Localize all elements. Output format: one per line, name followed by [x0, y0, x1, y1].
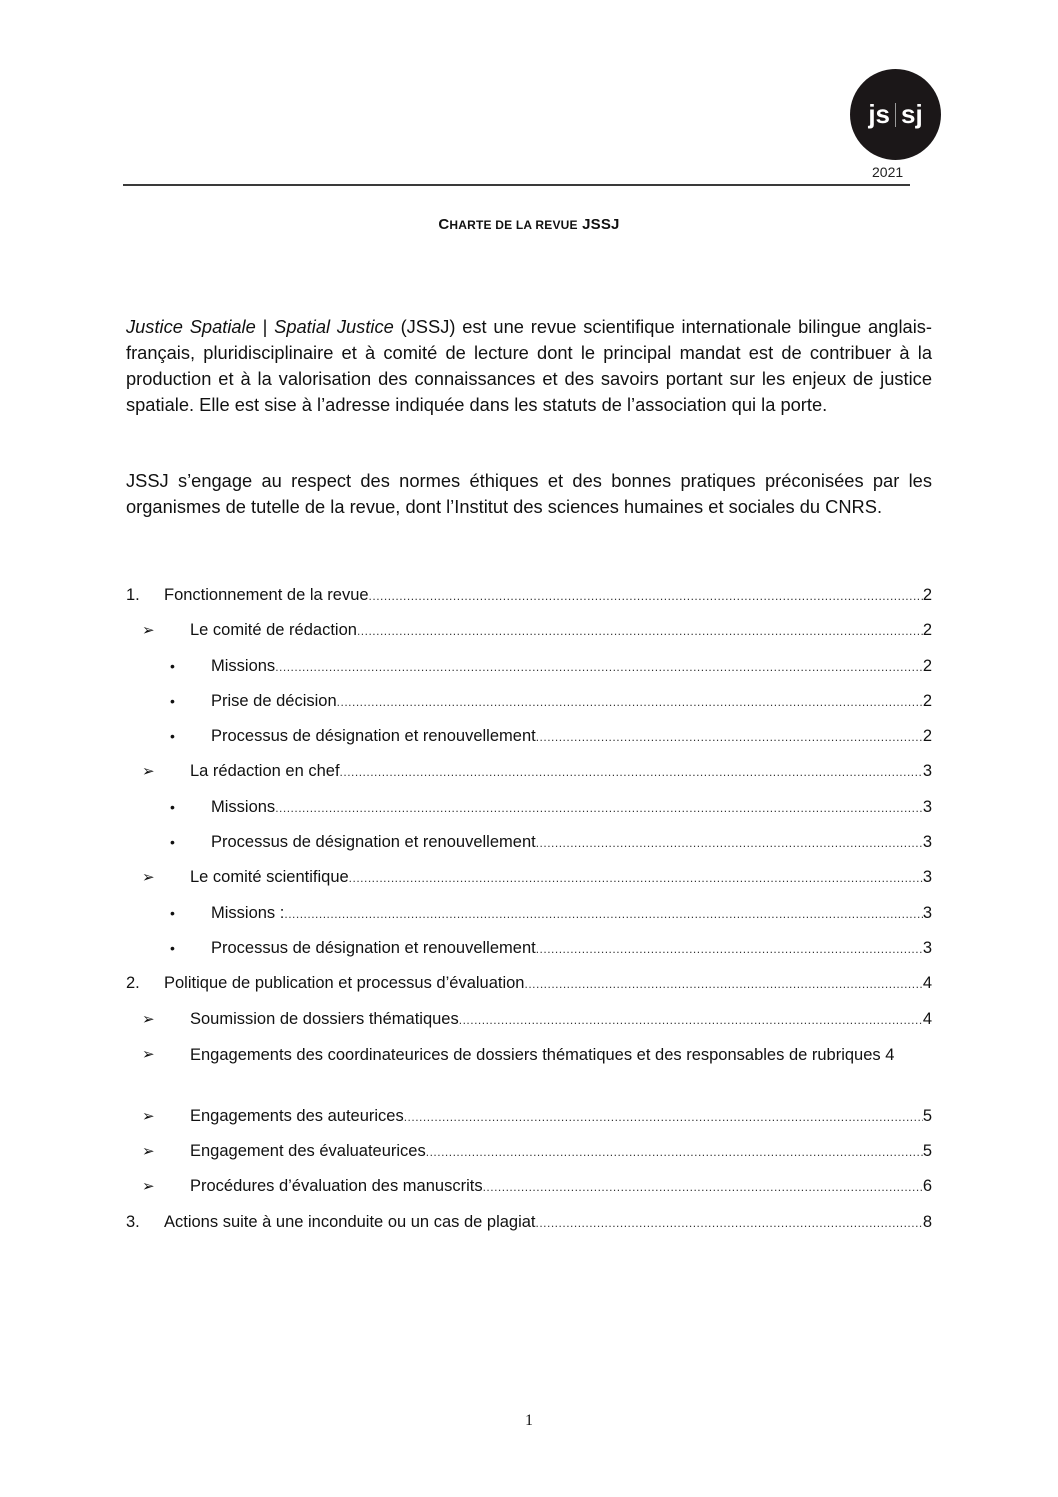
title-journal: JSSJ — [582, 216, 620, 233]
header-rule — [123, 184, 910, 186]
toc-entry[interactable] — [126, 904, 932, 939]
toc-entry[interactable] — [126, 586, 932, 621]
journal-name-separator: | — [255, 316, 275, 337]
toc-page-number: 2 — [922, 691, 932, 710]
toc-dot-leader — [340, 765, 923, 779]
arrow-bullet-icon: ➢ — [142, 1178, 155, 1196]
intro-text: (JSSJ) est une revue scientifique internationale bilingue anglais-français, pluridisciplinaire et à comité de lecture dont le principal mandat est de contribuer à la production et à la valorisation des connaissances et des savoirs portant sur les enjeux de justice spatiale. Elle est sise à l’adresse indiquée dans les statuts de l’association qui la porte. — [126, 316, 932, 415]
logo-divider — [895, 103, 896, 127]
toc-page-number: 2 — [922, 586, 932, 604]
toc-dot-leader — [536, 942, 923, 956]
toc-dot-leader — [536, 836, 923, 850]
toc-page-number: 4 — [922, 1009, 932, 1028]
toc-entry-text: Politique de publication et processus d’évaluation — [164, 974, 525, 993]
toc-dot-leader — [284, 907, 922, 921]
toc-number: 1. — [126, 586, 140, 604]
toc-page-number: 2 — [922, 727, 932, 746]
toc-page-number: 4 — [922, 974, 932, 993]
toc-number: 3. — [126, 1212, 140, 1231]
toc-dot-leader — [357, 624, 923, 638]
toc-entry-text: Procédures d’évaluation des manuscrits — [190, 1177, 483, 1196]
toc-page-number: 8 — [922, 1212, 932, 1231]
dot-bullet-icon: • — [170, 939, 175, 956]
journal-name-en: Spatial Justice — [274, 316, 394, 337]
toc-entry-text: Processus de désignation et renouvellement — [211, 938, 536, 957]
toc-page-number: 3 — [922, 762, 932, 781]
toc-entry-text: Engagements des coordinateurices de dossiers thématiques et des responsables de rubriques — [190, 1045, 881, 1064]
toc-entry[interactable] — [126, 868, 932, 903]
toc-page-number: 3 — [922, 903, 932, 922]
table-of-contents — [126, 586, 932, 1248]
arrow-bullet-icon: ➢ — [142, 1143, 155, 1161]
dot-bullet-icon: • — [170, 834, 175, 851]
toc-entry-text: Engagements des auteurices — [190, 1106, 404, 1125]
toc-entry-text: Missions — [211, 656, 276, 675]
toc-entry-text: Fonctionnement de la revue — [164, 586, 369, 604]
toc-dot-leader — [536, 1216, 923, 1230]
toc-entry[interactable] — [126, 1177, 932, 1212]
toc-entry-text: La rédaction en chef — [190, 762, 340, 781]
arrow-bullet-icon: ➢ — [142, 1107, 155, 1125]
intro-paragraph-1 — [126, 314, 932, 418]
toc-entry[interactable] — [126, 1045, 932, 1107]
toc-dot-leader — [525, 977, 923, 991]
toc-entry-text: Missions — [211, 797, 276, 816]
toc-dot-leader — [349, 871, 923, 885]
page-number: 1 — [525, 1412, 533, 1429]
toc-entry[interactable] — [126, 1107, 932, 1142]
toc-dot-leader — [404, 1110, 923, 1124]
logo-right: sj — [901, 99, 923, 129]
toc-entry[interactable] — [126, 657, 932, 692]
toc-dot-leader — [275, 660, 923, 674]
arrow-bullet-icon: ➢ — [142, 1010, 155, 1028]
toc-entry-text: Le comité de rédaction — [190, 621, 357, 640]
toc-entry[interactable] — [126, 939, 932, 974]
dot-bullet-icon: • — [170, 657, 175, 674]
toc-page-number: 3 — [922, 833, 932, 852]
toc-page-number: 3 — [922, 938, 932, 957]
toc-dot-leader — [426, 1145, 923, 1159]
dot-bullet-icon: • — [170, 798, 175, 815]
toc-entry-text: Processus de désignation et renouvellement — [211, 833, 536, 852]
arrow-bullet-icon: ➢ — [142, 622, 155, 640]
toc-page-number: 5 — [922, 1142, 932, 1161]
toc-page-number: 3 — [922, 797, 932, 816]
arrow-bullet-icon: ➢ — [142, 869, 155, 887]
toc-entry[interactable] — [126, 1213, 932, 1248]
toc-number: 2. — [126, 974, 140, 993]
toc-entry[interactable] — [126, 974, 932, 1009]
page-title — [0, 216, 1058, 233]
toc-entry-text: Actions suite à une inconduite ou un cas de plagiat — [164, 1212, 536, 1231]
toc-entry[interactable] — [126, 762, 932, 797]
toc-entry[interactable] — [126, 1142, 932, 1177]
toc-entry[interactable] — [126, 798, 932, 833]
toc-dot-leader — [536, 730, 923, 744]
journal-name-fr: Justice Spatiale — [126, 316, 256, 337]
toc-page-number: 2 — [922, 656, 932, 675]
logo-left: js — [868, 99, 890, 129]
jssj-logo — [850, 69, 941, 160]
arrow-bullet-icon: ➢ — [142, 1045, 155, 1063]
toc-entry-text: Engagement des évaluateurices — [190, 1142, 426, 1161]
header-year: 2021 — [872, 164, 904, 180]
toc-entry-text: Prise de décision — [211, 691, 337, 710]
toc-dot-leader — [337, 695, 923, 709]
toc-entry-text: Processus de désignation et renouvellement — [211, 727, 536, 746]
toc-entry-text: Soumission de dossiers thématiques — [190, 1009, 459, 1028]
toc-dot-leader — [369, 589, 923, 603]
toc-entry[interactable] — [126, 833, 932, 868]
toc-dot-leader — [275, 801, 923, 815]
toc-page-number: 3 — [922, 868, 932, 887]
toc-page-number: 6 — [922, 1177, 932, 1196]
intro-paragraph-2: JSSJ s’engage au respect des normes éthiques et des bonnes pratiques préconisées par les organismes de tutelle de la revue, dont l’Institut des sciences humaines et sociales du CNRS. — [126, 470, 932, 517]
dot-bullet-icon: • — [170, 692, 175, 709]
title-initial: C — [438, 216, 450, 233]
toc-entry[interactable] — [126, 621, 932, 656]
toc-page-number: 2 — [922, 621, 932, 640]
arrow-bullet-icon: ➢ — [142, 763, 155, 781]
toc-dot-leader — [483, 1180, 923, 1194]
toc-page-number: 4 — [885, 1045, 895, 1064]
toc-entry-text: Le comité scientifique — [190, 868, 349, 887]
toc-entry-text: Missions : — [211, 903, 285, 922]
toc-entry[interactable] — [126, 727, 932, 762]
toc-entry[interactable] — [126, 692, 932, 727]
toc-page-number: 5 — [922, 1106, 932, 1125]
dot-bullet-icon: • — [170, 728, 175, 745]
toc-dot-leader — [459, 1013, 923, 1027]
dot-bullet-icon: • — [170, 904, 175, 921]
title-small-caps: HARTE DE LA REVUE — [449, 218, 578, 232]
